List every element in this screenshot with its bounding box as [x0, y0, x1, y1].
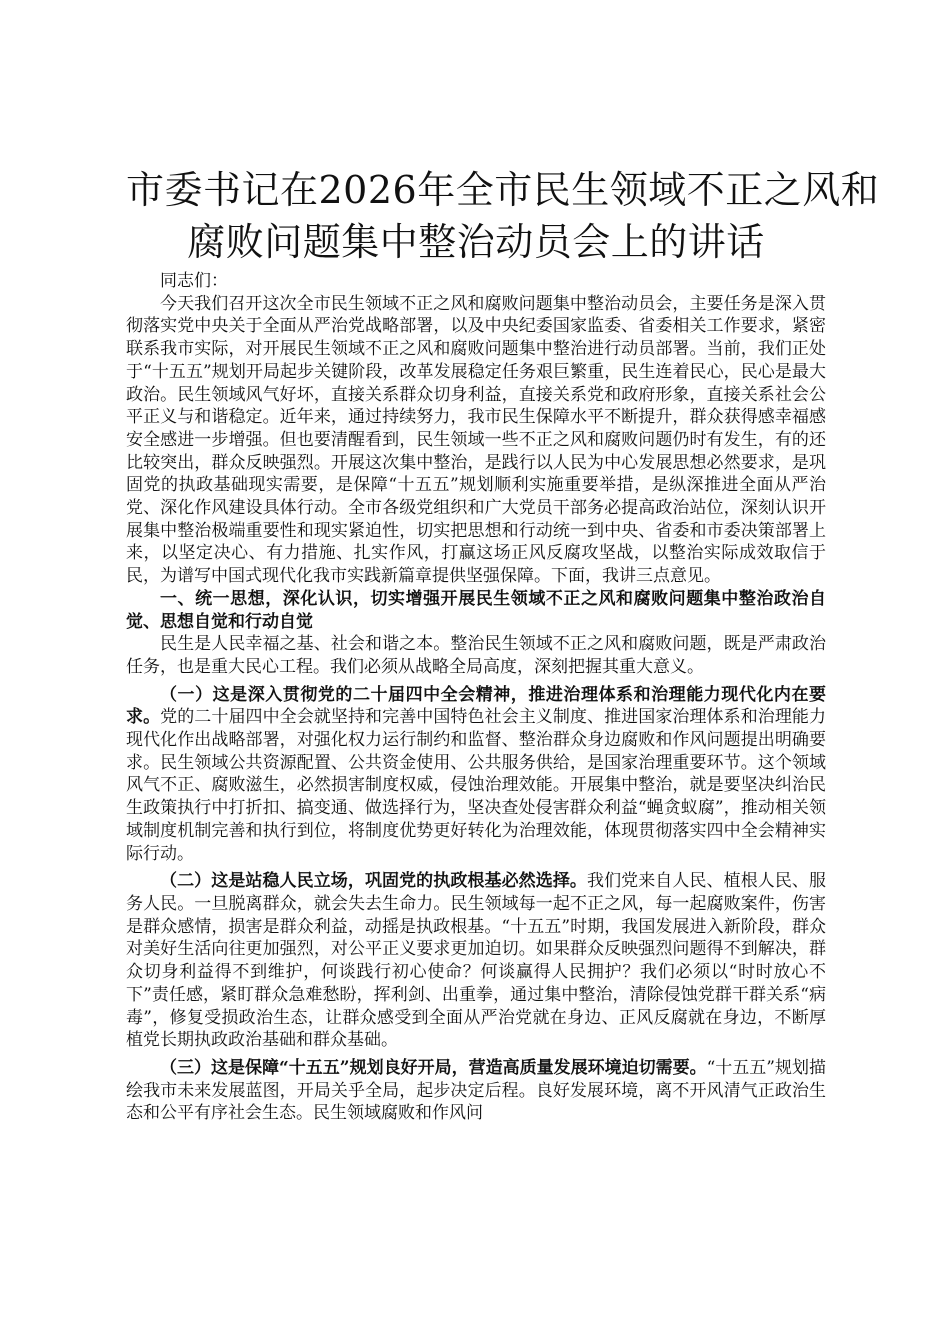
point-3-heading: （三）这是保障“十五五”规划良好开局，营造高质量发展环境迫切需要。: [160, 1057, 707, 1078]
title-line-2: 腐败问题集中整治动员会上的讲话: [187, 220, 765, 264]
document-page: [126, 164, 880, 1125]
point-1-heading: （一）这是深入贯彻党的二十届四中全会精神，推进治理体系和治理能力现代化内在要求。: [126, 684, 826, 728]
point-1-paragraph: [126, 684, 826, 866]
intro-paragraph: 今天我们召开这次全市民生领域不正之风和腐败问题集中整治动员会，主要任务是深入贯彻落实党中央关于全面从严治党战略部署，以及中央纪委国家监委、省委相关工作要求，紧密联系我市实际，对开展民生领域不正之风和腐败问题集中整治进行动员部署。当前，我们正处于“十五五”规划开局起步关键阶段，改革发展稳定任务艰巨繁重，民生连着民心，民心是最大政治。民生领域风气好坏，直接关系群众切身利益，直接关系党和政府形象，直接关系社会公平正义与和谐稳定。近年来，通过持续努力，我市民生保障水平不断提升，群众获得感幸福感安全感进一步增强。但也要清醒看到，民生领域一些不正之风和腐败问题仍时有发生，有的还比较突出，群众反映强烈。开展这次集中整治，是践行以人民为中心发展思想必然要求，是巩固党的执政基础现实需要，是保障“十五五”规划顺利实施重要举措，是纵深推进全面从严治党、深化作风建设具体行动。全市各级党组织和广大党员干部务必提高政治站位，深刻认识开展集中整治极端重要性和现实紧迫性，切实把思想和行动统一到中央、省委和市委决策部署上来，以坚定决心、有力措施、扎实作风，打赢这场正风反腐攻坚战，以整治实际成效取信于民，为谱写中国式现代化我市实践新篇章提供坚强保障。下面，我讲三点意见。: [126, 293, 826, 587]
point-3-body: “十五五”规划描绘我市未来发展蓝图，开局关乎全局，起步决定后程。良好发展环境，离不开风清气正政治生态和公平有序社会生态。民生领域腐败和作风问: [126, 1057, 826, 1124]
section-1-intro: 民生是人民幸福之基、社会和谐之本。整治民生领域不正之风和腐败问题，既是严肃政治任务，也是重大民心工程。我们必须从战略全局高度，深刻把握其重大意义。: [126, 634, 826, 677]
title-line-1: 市委书记在2026年全市民生领域不正之风和: [126, 168, 880, 212]
point-2-body: 我们党来自人民、植根人民、服务人民。一旦脱离群众，就会失去生命力。民生领域每一起不正之风，每一起腐败案件，伤害是群众感情，损害是群众利益，动摇是执政根基。“十五五”时期，我国发展进入新阶段，群众对美好生活向往更加强烈，对公平正义要求更加迫切。如果群众反映强烈问题得不到解决，群众切身利益得不到维护，何谈践行初心使命？何谈赢得人民拥护？我们必须以“时时放心不下”责任感，紧盯群众急难愁盼，挥利剑、出重拳，通过集中整治，清除侵蚀党群干群关系“病毒”，修复受损政治生态，让群众感受到全面从严治党就在身边、正风反腐就在身边，不断厚植党长期执政政治基础和群众基础。: [126, 871, 827, 1051]
point-2-heading: （二）这是站稳人民立场，巩固党的执政根基必然选择。: [160, 871, 587, 892]
section-1-heading: 一、统一思想，深化认识，切实增强开展民生领域不正之风和腐败问题集中整治政治自觉、思想自觉和行动自觉: [126, 588, 826, 632]
point-3-paragraph: [126, 1057, 826, 1125]
salutation: 同志们：: [160, 271, 228, 291]
document-title: [126, 164, 880, 268]
point-1-body: 党的二十届四中全会就坚持和完善中国特色社会主义制度、推进国家治理体系和治理能力现代化作出战略部署，对强化权力运行制约和监督、整治群众身边腐败和作风问题提出明确要求。民生领域公共资源配置、公共资金使用、公共服务供给，是国家治理重要环节。这个领域风气不正、腐败滋生，必然损害制度权威，侵蚀治理效能。开展集中整治，就是要坚决纠治民生政策执行中打折扣、搞变通、做选择行为，坚决查处侵害群众利益“蝇贪蚁腐”，推动相关领域制度机制完善和执行到位，将制度优势更好转化为治理效能，体现贯彻落实四中全会精神实际行动。: [126, 707, 827, 864]
point-2-paragraph: [126, 870, 826, 1052]
